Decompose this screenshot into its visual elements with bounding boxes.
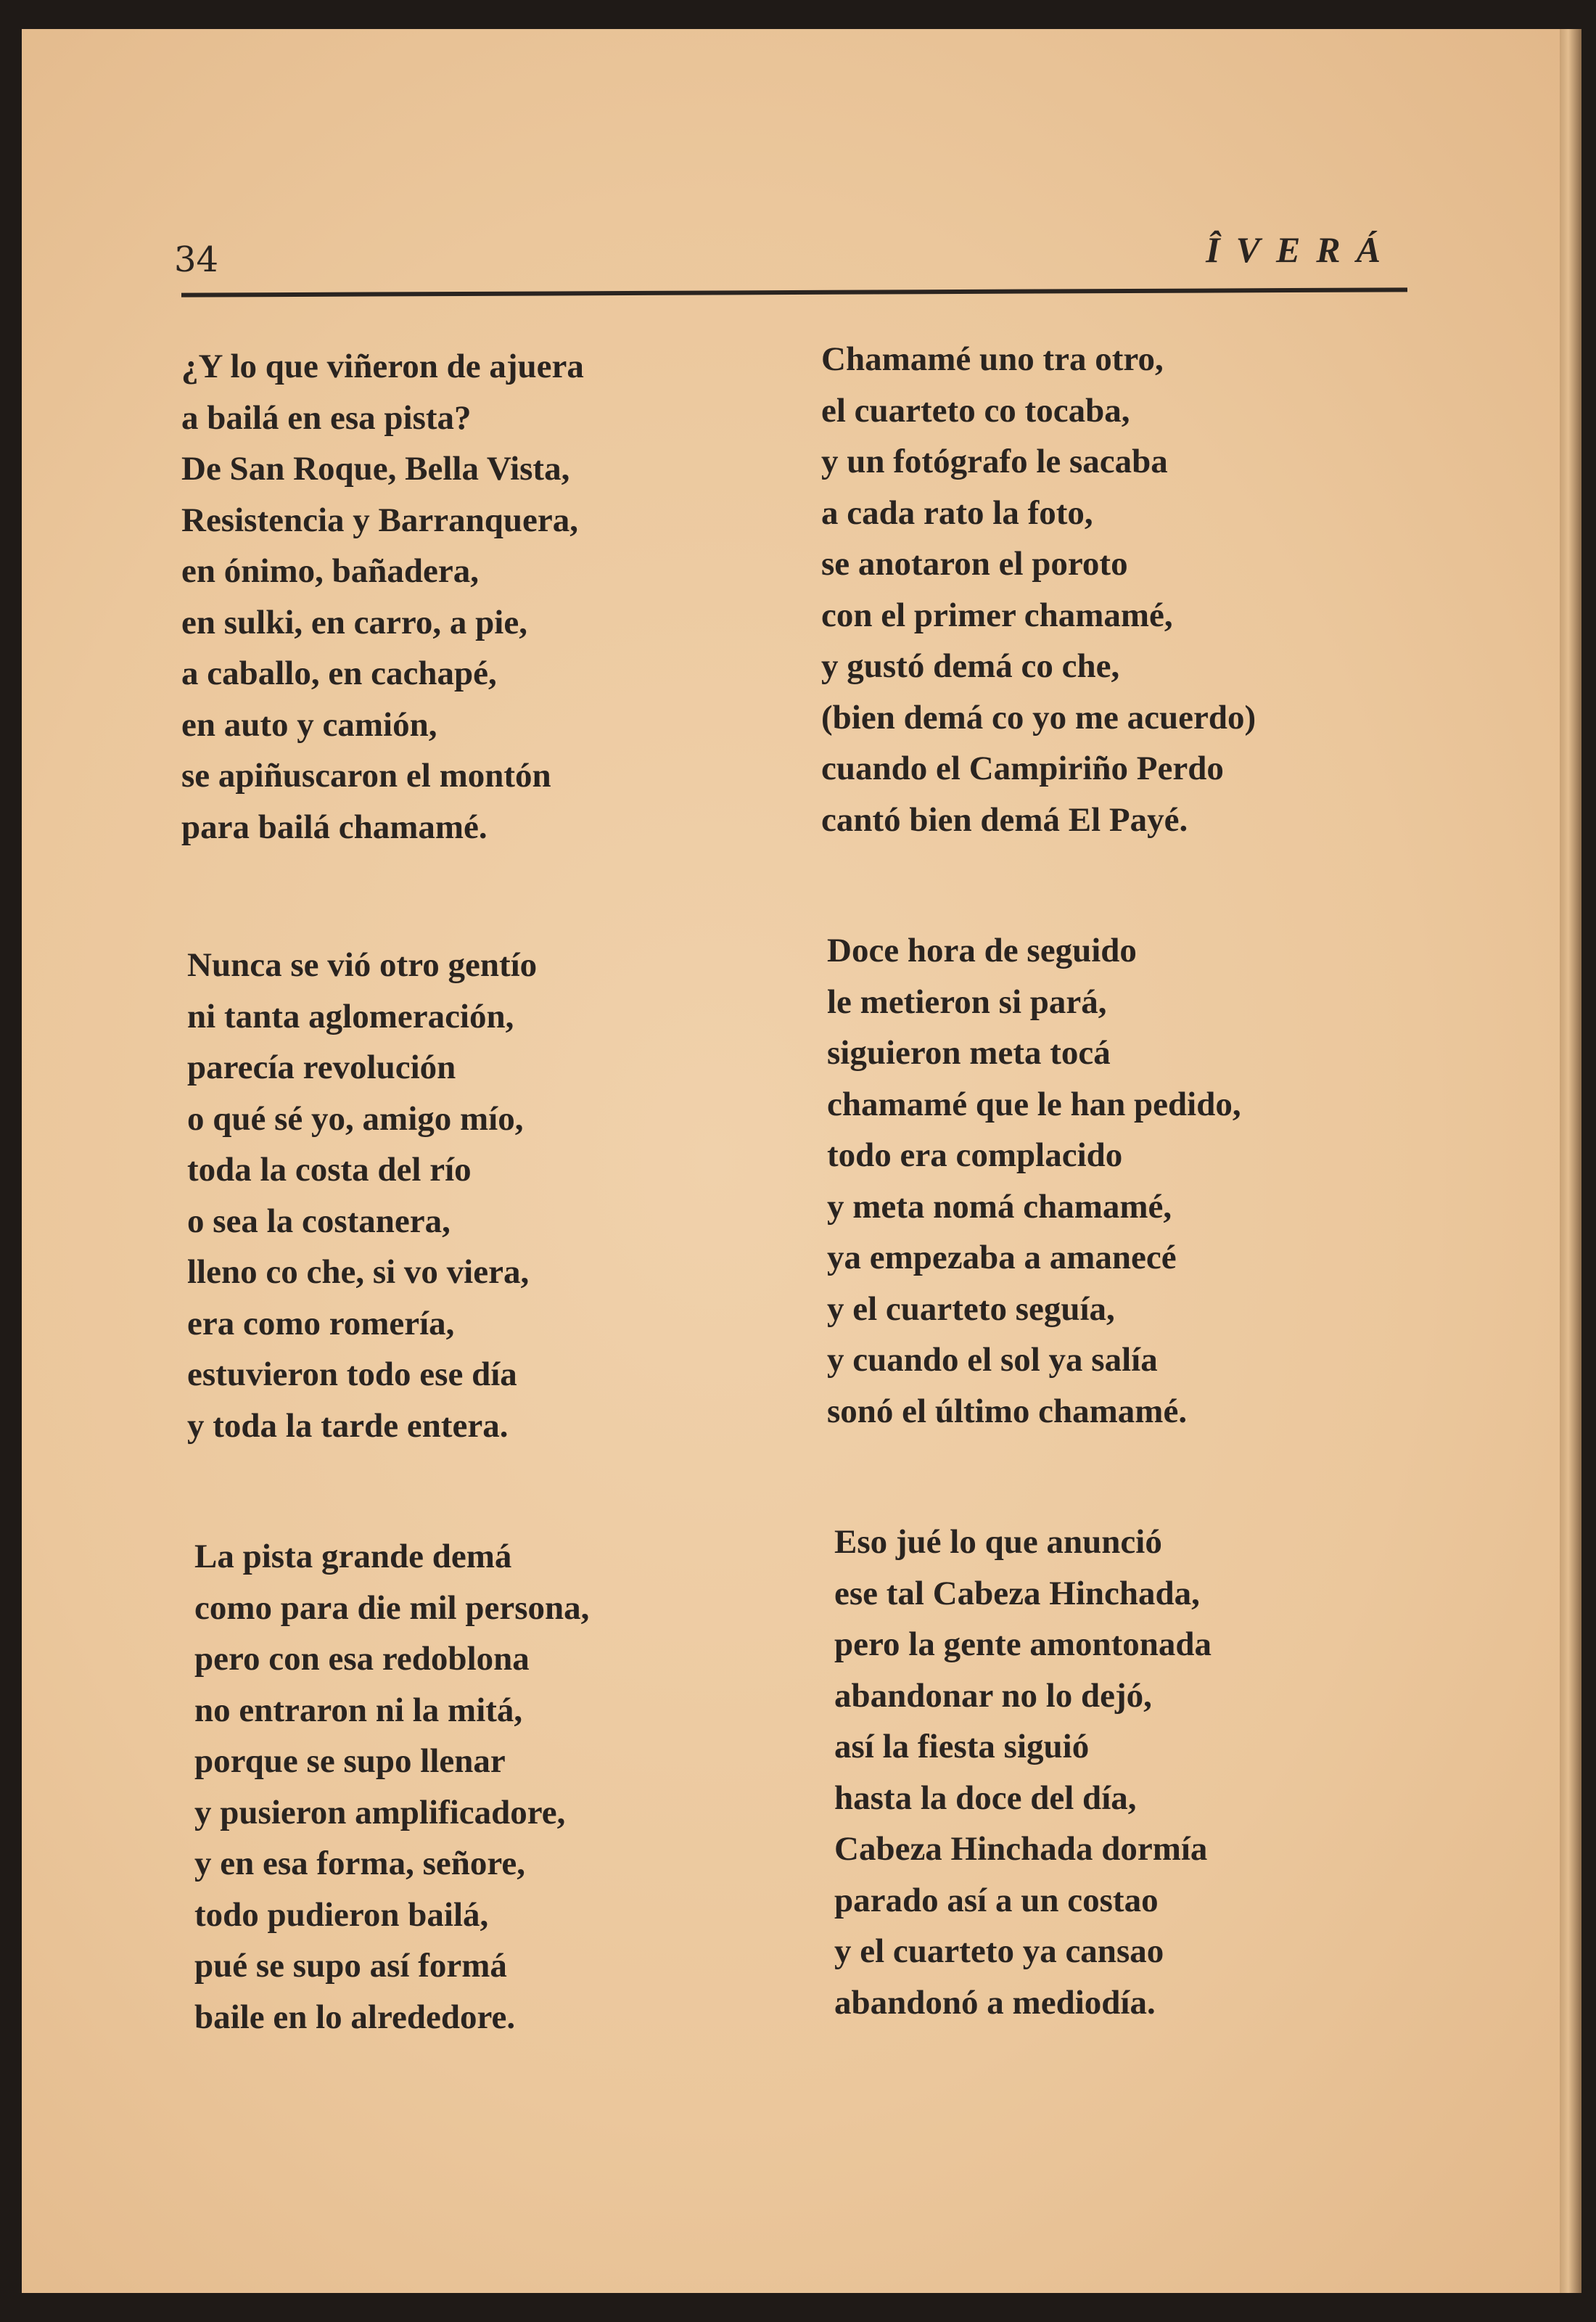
verse-line: ¿Y lo que viñeron de ajuera: [181, 348, 584, 385]
verse-line: con el primer chamamé,: [821, 596, 1173, 634]
verse-line: ya empezaba a amanecé: [827, 1239, 1177, 1276]
verse-line: (bien demá co yo me acuerdo): [821, 698, 1256, 737]
right-column-stanza: [821, 334, 1256, 845]
verse-line: siguieron meta tocá: [827, 1034, 1111, 1072]
verse-line: Doce hora de seguido: [827, 932, 1137, 969]
left-column-stanza: [181, 341, 584, 853]
verse-line: parecía revolución: [187, 1049, 456, 1086]
verse-line: parado así a un costao: [834, 1881, 1159, 1919]
verse-line: en auto y camión,: [181, 705, 437, 744]
verse-line: a cada rato la foto,: [821, 493, 1093, 532]
verse-line: y un fotógrafo le sacaba: [821, 443, 1168, 480]
verse-line: Chamamé uno tra otro,: [821, 340, 1164, 378]
verse-line: porque se supo llenar: [194, 1742, 506, 1780]
verse-line: lleno co che, si vo viera,: [187, 1253, 530, 1291]
verse-line: se anotaron el poroto: [821, 545, 1128, 583]
verse-line: pué se supo así formá: [194, 1947, 507, 1985]
verse-line: ni tanta aglomeración,: [187, 997, 514, 1035]
verse-line: y meta nomá chamamé,: [827, 1187, 1172, 1226]
verse-line: La pista grande demá: [194, 1538, 512, 1575]
verse-line: Resistencia y Barranquera,: [181, 501, 578, 539]
verse-line: a bailá en esa pista?: [181, 398, 472, 437]
verse-line: todo era complacido: [827, 1136, 1123, 1174]
verse-line: y pusieron amplificadore,: [194, 1793, 566, 1831]
verse-line: o qué sé yo, amigo mío,: [187, 1099, 524, 1138]
verse-line: el cuarteto co tocaba,: [821, 391, 1130, 430]
verse-line: y el cuarteto seguía,: [827, 1289, 1115, 1328]
running-title: ÎVERÁ: [1206, 229, 1396, 270]
verse-line: y gustó demá co che,: [821, 647, 1120, 685]
verse-line: chamamé que le han pedido,: [827, 1085, 1241, 1123]
verse-line: no entraron ni la mitá,: [194, 1691, 523, 1729]
left-column-stanza: [194, 1531, 589, 2043]
verse-line: como para die mil persona,: [194, 1588, 590, 1627]
right-column-stanza: [834, 1517, 1212, 2028]
verse-line: Cabeza Hinchada dormía: [834, 1830, 1208, 1868]
verse-line: De San Roque, Bella Vista,: [181, 450, 570, 488]
verse-line: cantó bien demá El Payé.: [821, 800, 1188, 839]
verse-line: y en esa forma, señore,: [194, 1845, 525, 1882]
verse-line: pero la gente amontonada: [834, 1625, 1212, 1663]
verse-line: toda la costa del río: [187, 1151, 472, 1189]
page-number: 34: [174, 239, 219, 280]
verse-line: estuvieron todo ese día: [187, 1355, 517, 1393]
verse-line: o sea la costanera,: [187, 1202, 451, 1240]
verse-line: se apiñuscaron el montón: [181, 757, 551, 795]
verse-line: le metieron si pará,: [827, 982, 1107, 1021]
verse-line: hasta la doce del día,: [834, 1779, 1137, 1817]
verse-line: cuando el Campiriño Perdo: [821, 750, 1224, 787]
verse-line: abandonó a mediodía.: [834, 1983, 1156, 2022]
verse-line: ese tal Cabeza Hinchada,: [834, 1574, 1200, 1612]
verse-line: y el cuarteto ya cansao: [834, 1932, 1164, 1970]
verse-line: abandonar no lo dejó,: [834, 1676, 1152, 1715]
verse-line: todo pudieron bailá,: [194, 1895, 489, 1934]
page-edge: [1560, 29, 1581, 2293]
verse-line: pero con esa redoblona: [194, 1640, 530, 1678]
verse-line: a caballo, en cachapé,: [181, 655, 497, 692]
verse-line: y toda la tarde entera.: [187, 1406, 509, 1445]
verse-line: para bailá chamamé.: [181, 808, 488, 846]
verse-line: sonó el último chamamé.: [827, 1392, 1188, 1430]
left-column-stanza: [187, 940, 537, 1451]
verse-line: era como romería,: [187, 1304, 455, 1342]
verse-line: baile en lo alrededore.: [194, 1998, 516, 2036]
verse-line: en ónimo, bañadera,: [181, 552, 479, 590]
right-column-stanza: [827, 925, 1241, 1437]
verse-line: en sulki, en carro, a pie,: [181, 603, 527, 641]
verse-line: y cuando el sol ya salía: [827, 1341, 1158, 1379]
verse-line: Eso jué lo que anunció: [834, 1523, 1162, 1561]
verse-line: Nunca se vió otro gentío: [187, 946, 538, 984]
verse-line: así la fiesta siguió: [834, 1728, 1090, 1765]
